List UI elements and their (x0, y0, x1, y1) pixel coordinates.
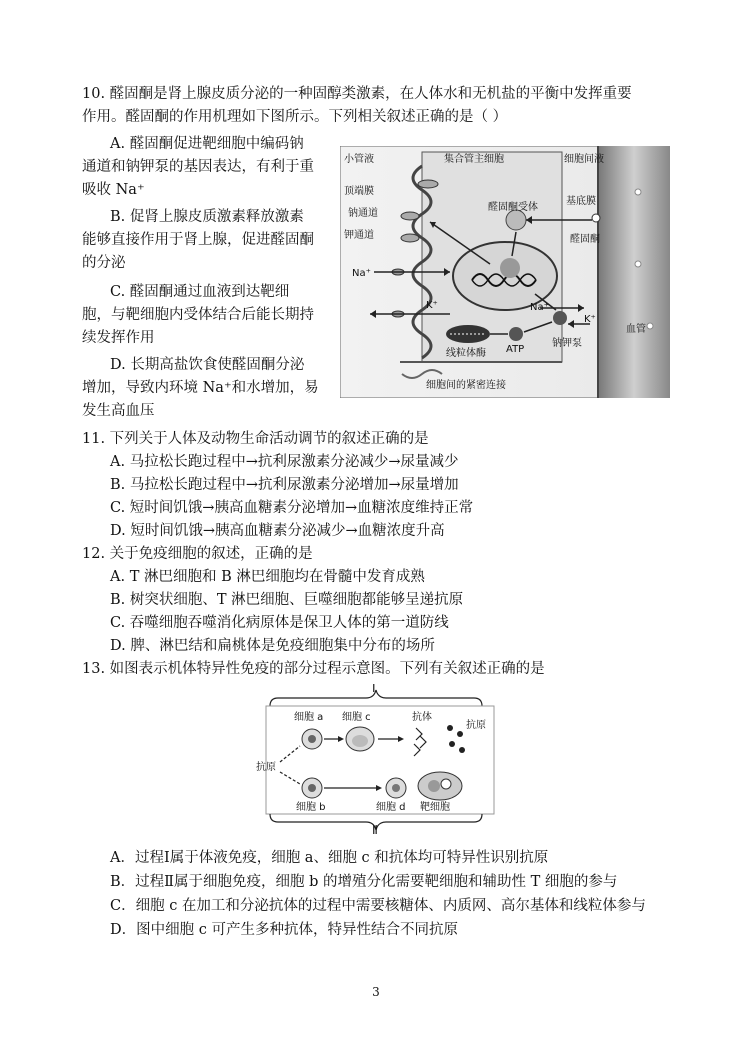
label-tight-junction: 细胞间的紧密连接 (426, 380, 506, 391)
q12-option-d: D. 脾、淋巴结和扁桃体是免疫细胞集中分布的场所 (110, 638, 435, 654)
label-antigen-left: 抗原 (256, 762, 276, 773)
specific-immunity-figure (250, 684, 510, 834)
label-sodium-left: Na⁺ (352, 268, 371, 279)
label-cell-d: 细胞 d (376, 802, 406, 813)
label-basal-membrane: 基底膜 (566, 196, 596, 207)
q10-option-c-line2: 胞，与靶细胞内受体结合后能长期持 (82, 307, 314, 323)
label-sodium-right: Na⁺ (530, 302, 549, 313)
label-interstitial-fluid: 细胞间液 (564, 154, 604, 165)
label-aldosterone: 醛固酮 (570, 234, 600, 245)
q12-option-c: C. 吞噬细胞吞噬消化病原体是保卫人体的第一道防线 (110, 615, 449, 631)
q13-option-d: D．图中细胞 c 可产生多种抗体，特异性结合不同抗原 (110, 922, 458, 938)
label-atp: ATP (506, 344, 525, 355)
label-mitochondria-enzyme: 线粒体酶 (446, 348, 486, 359)
q12-option-a: A. T 淋巴细胞和 B 淋巴细胞均在骨髓中发育成熟 (110, 569, 425, 585)
q13-stem: 13. 如图表示机体特异性免疫的部分过程示意图。下列有关叙述正确的是 (82, 661, 545, 677)
q10-option-a-line1: A. 醛固酮促进靶细胞中编码钠 (110, 136, 304, 152)
q10-stem-line2: 作用。醛固酮的作用机理如下图所示。下列相关叙述正确的是（ ） (82, 109, 508, 125)
q13-option-b: B．过程Ⅱ属于细胞免疫，细胞 b 的增殖分化需要靶细胞和辅助性 T 细胞的参与 (110, 874, 618, 890)
q10-option-d-line2: 增加，导致内环境 Na⁺和水增加，易 (82, 380, 319, 396)
q10-stem-line1: 10. 醛固酮是肾上腺皮质分泌的一种固醇类激素，在人体水和无机盐的平衡中发挥重要 (82, 86, 632, 102)
q11-option-c: C. 短时间饥饿→胰高血糖素分泌增加→血糖浓度维持正常 (110, 500, 474, 516)
label-cell-c: 细胞 c (342, 712, 371, 723)
q12-option-b: B. 树突状细胞、T 淋巴细胞、巨噬细胞都能够呈递抗原 (110, 592, 464, 608)
page-number: 3 (372, 985, 380, 999)
q10-option-b-line2: 能够直接作用于肾上腺，促进醛固酮 (82, 232, 314, 248)
label-apical-membrane: 顶端膜 (344, 186, 374, 197)
q11-option-b: B. 马拉松长跑过程中→抗利尿激素分泌增加→尿量增加 (110, 477, 459, 493)
q11-option-a: A. 马拉松长跑过程中→抗利尿激素分泌减少→尿量减少 (110, 454, 459, 470)
q11-option-d: D. 短时间饥饿→胰高血糖素分泌减少→血糖浓度升高 (110, 523, 445, 539)
label-sodium-channel: 钠通道 (348, 208, 378, 219)
q10-option-c-line3: 续发挥作用 (82, 330, 155, 346)
q10-option-d-line3: 发生高血压 (82, 403, 155, 419)
label-target-cell: 靶细胞 (420, 802, 450, 813)
label-antibody: 抗体 (412, 712, 432, 723)
q13-option-a: A．过程Ⅰ属于体液免疫，细胞 a、细胞 c 和抗体均可特异性识别抗原 (110, 850, 549, 866)
label-process-ii: Ⅱ (372, 823, 378, 834)
label-sodium-potassium-pump: 钠钾泵 (552, 338, 582, 349)
q11-stem: 11. 下列关于人体及动物生命活动调节的叙述正确的是 (82, 431, 429, 447)
q10-option-c-line1: C. 醛固酮通过血液到达靶细 (110, 284, 290, 300)
q10-option-a-line3: 吸收 Na⁺ (82, 182, 145, 198)
label-cell-b: 细胞 b (296, 802, 326, 813)
label-collecting-duct-cell: 集合管主细胞 (444, 154, 504, 165)
label-cell-a: 细胞 a (294, 712, 324, 723)
label-aldosterone-receptor: 醛固酮受体 (488, 202, 538, 213)
q12-stem: 12. 关于免疫细胞的叙述，正确的是 (82, 546, 313, 562)
q10-option-b-line1: B. 促肾上腺皮质激素释放激素 (110, 209, 304, 225)
label-potassium-left: K⁺ (426, 300, 438, 311)
label-potassium-channel: 钾通道 (344, 230, 374, 241)
label-blood-vessel: 血管 (626, 324, 646, 335)
aldosterone-mechanism-figure (340, 146, 670, 398)
label-process-i: Ⅰ (372, 684, 376, 695)
label-antigen-right: 抗原 (466, 720, 486, 731)
q10-option-a-line2: 通道和钠钾泵的基因表达，有利于重 (82, 159, 314, 175)
label-tubule-fluid: 小管液 (344, 154, 374, 165)
label-potassium-right: K⁺ (584, 314, 596, 325)
q10-option-d-line1: D. 长期高盐饮食使醛固酮分泌 (110, 357, 305, 373)
q10-option-b-line3: 的分泌 (82, 255, 126, 271)
q13-option-c: C．细胞 c 在加工和分泌抗体的过程中需要核糖体、内质网、高尔基体和线粒体参与 (110, 898, 646, 914)
